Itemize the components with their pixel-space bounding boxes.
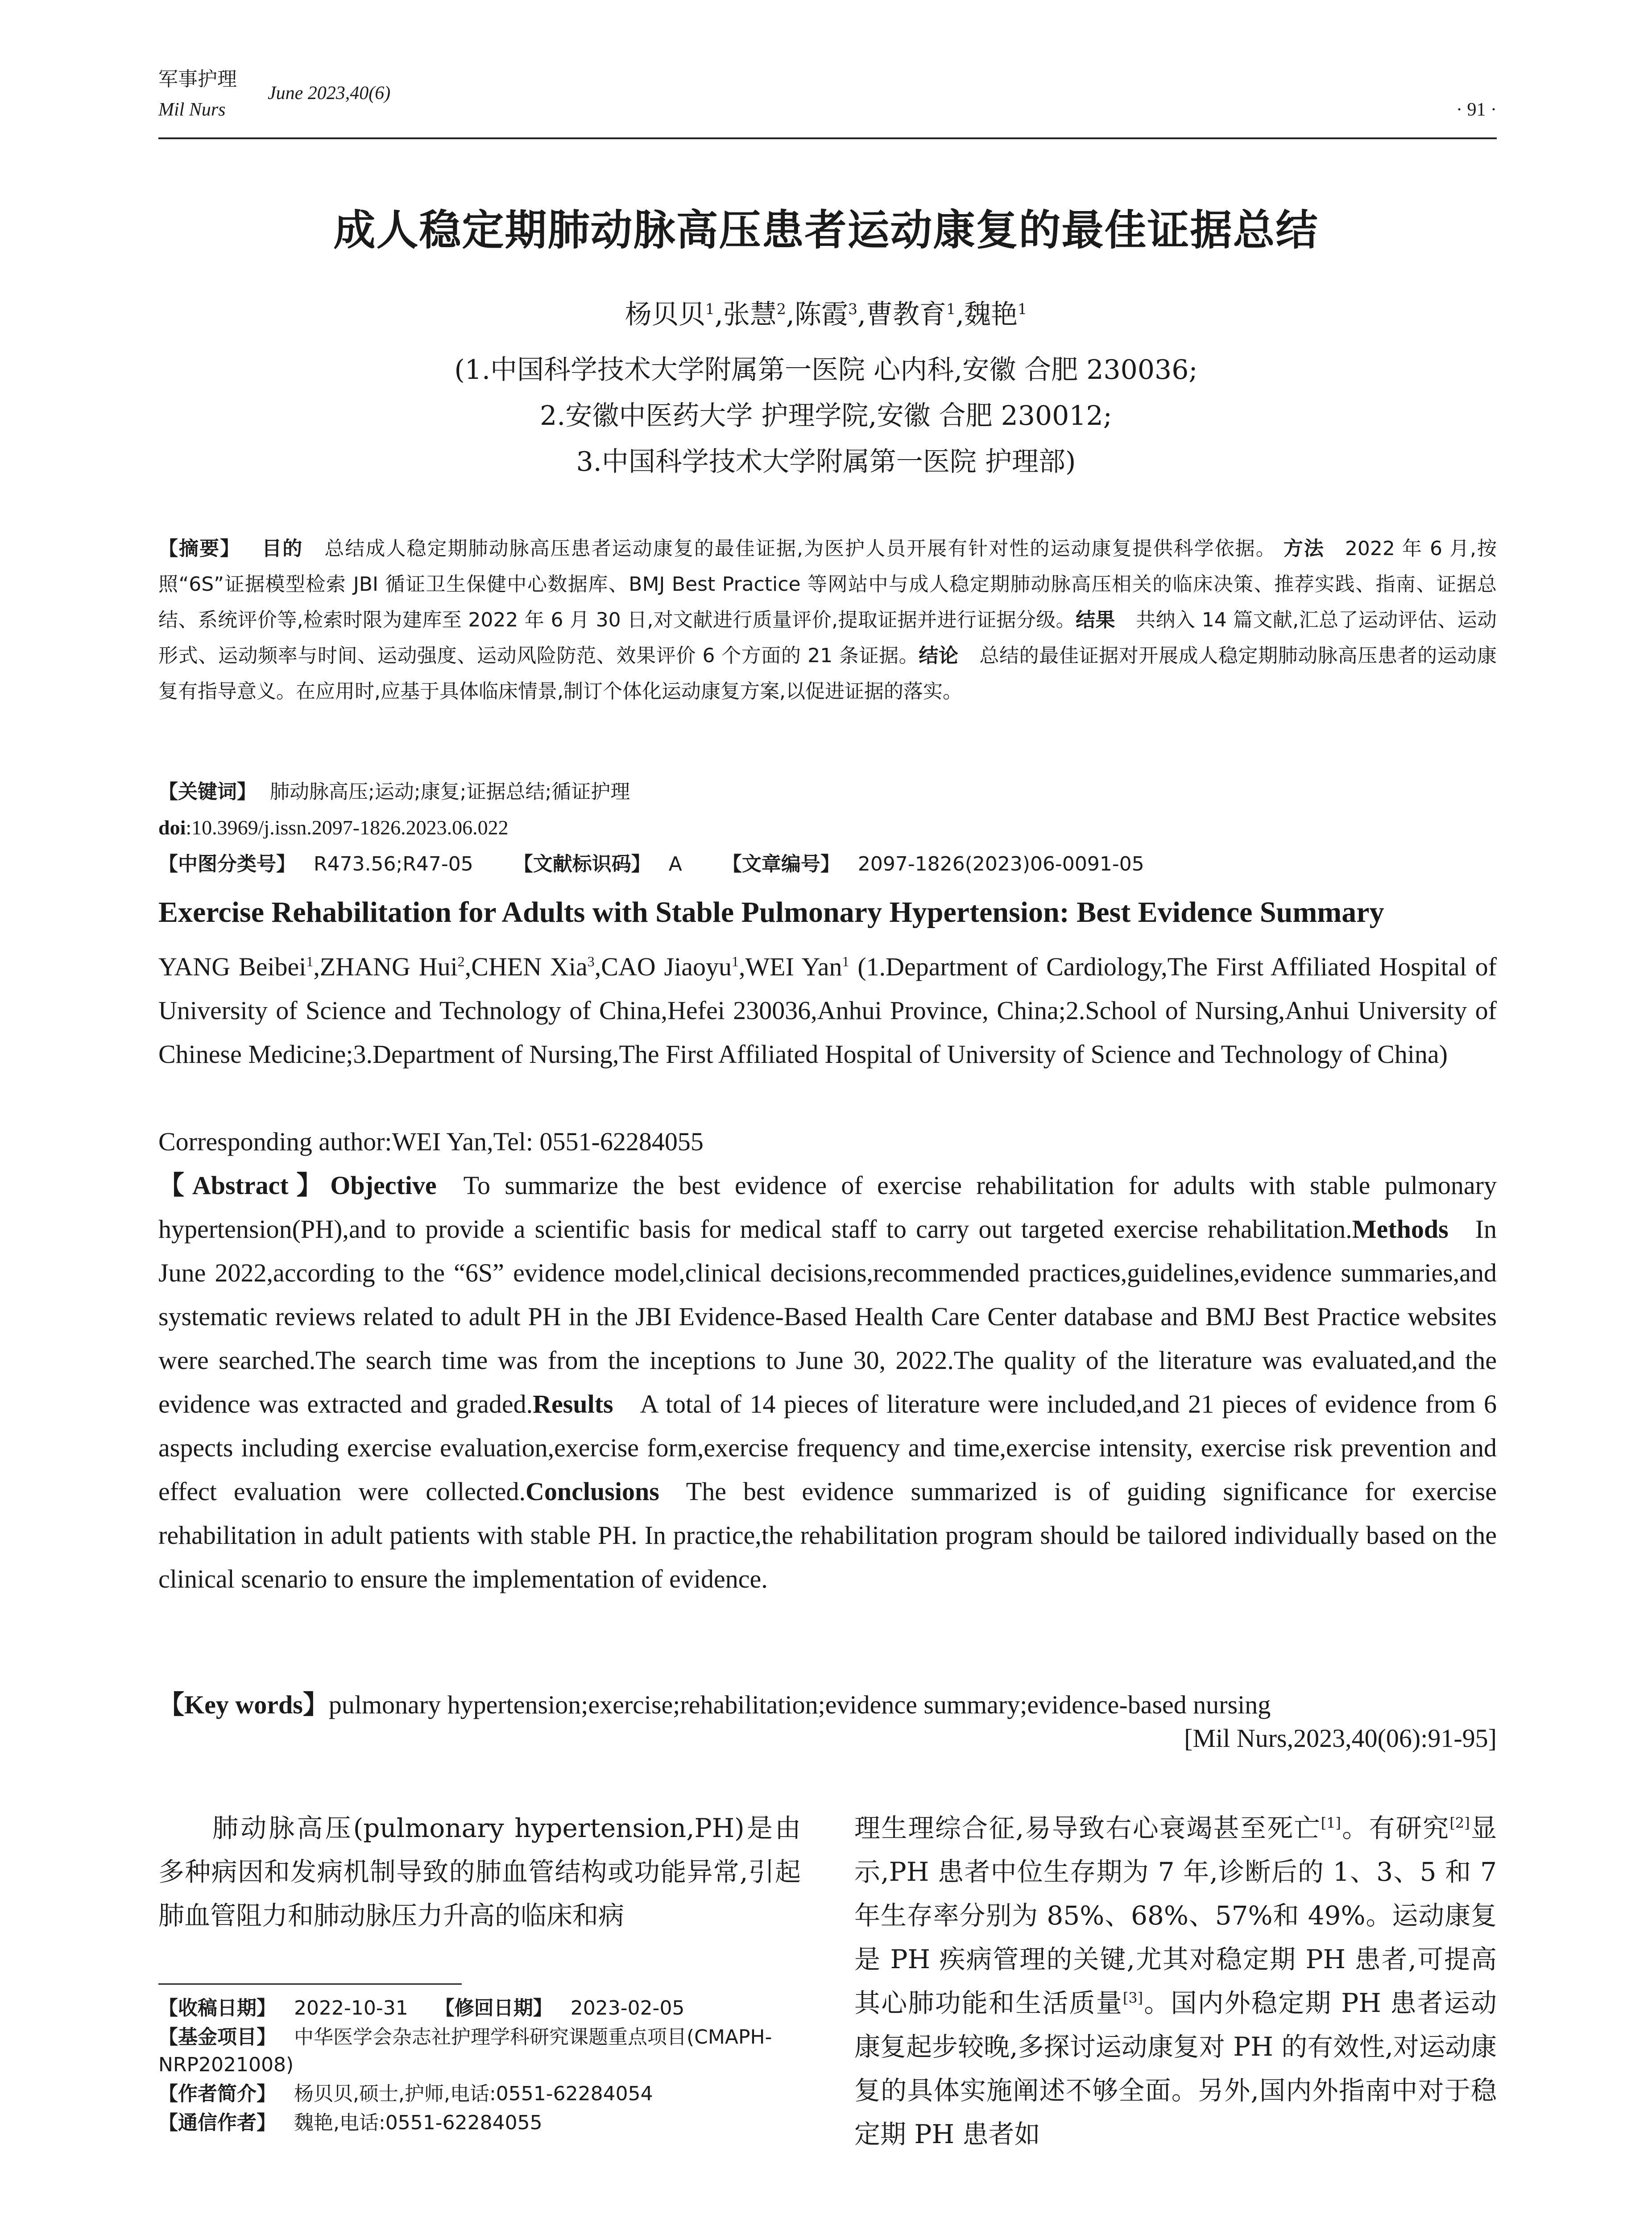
header-rule: [158, 137, 1497, 139]
en-conclusions-text: The best evidence summarized is of guiding significance for exercise rehabilitation in adult patients with stable PH. In practice,the rehabilitation program should be tailored individually based on the clinical scenario to ensure the implementation of evidence.: [158, 1477, 1497, 1593]
body-left-column: [158, 1806, 801, 1937]
en-title: Exercise Rehabilitation for Adults with Stable Pulmonary Hypertension: Best Evidence Summary: [158, 896, 1384, 929]
author-bio-label: 【作者简介】: [158, 2082, 276, 2105]
en-results-text: A total of 14 pieces of literature were included,and 21 pieces of evidence from 6 aspects including exercise evaluation,exercise form,exercise frequency and time,exercise intensity, exercise risk prevention and effect evaluation were collected.: [158, 1389, 1497, 1506]
clc-label: 【中图分类号】: [158, 853, 296, 875]
author-name: 曹教育: [866, 299, 947, 330]
cn-results-label: 结果: [1076, 609, 1115, 631]
page-number: · 91 ·: [1456, 100, 1497, 120]
en-author-affil-mark: 3: [587, 954, 595, 970]
cn-results-text: 共纳入 14 篇文献,汇总了运动评估、运动形式、运动频率与时间、运动强度、运动风险防范、效果评价 6 个方面的 21 条证据。: [158, 609, 1497, 667]
fund-label: 【基金项目】: [158, 2026, 276, 2049]
body-text: 。有研究: [1341, 1813, 1450, 1843]
en-keywords-label: 【Key words】: [158, 1690, 329, 1719]
en-author-name: YANG Beibei: [158, 952, 306, 981]
author-list: 杨贝贝$^1$,张慧$^2$,陈霞$^3$,曹教育$^1$,魏艳$^1$: [625, 299, 1027, 330]
en-corresponding: Corresponding author:WEI Yan,Tel: 0551-62284055: [158, 1127, 704, 1156]
cn-objective-text: 总结成人稳定期肺动脉高压患者运动康复的最佳证据,为医护人员开展有针对性的运动康复提供科学依据。: [323, 537, 1276, 560]
en-author-affil-mark: 2: [457, 954, 465, 970]
correspondence-label: 【通信作者】: [158, 2111, 276, 2134]
en-authors: YANG Beibei$^1$,ZHANG Hui$^2$,CHEN Xia$^3$,CAO Jiaoyu$^1$,WEI Yan$^1$ (1.Department of Cardiology,The First Affiliated Hospital of University of Science and Technology of China,Hefei 230036,Anhui Province, China;2.School of Nursing,Anhui University of Chinese Medicine;3.Department of Nursing,The First Affiliated Hospital of University of Science and Technology of China): [158, 952, 1497, 1069]
doc-code-label: 【文献标识码】: [513, 853, 651, 875]
author-name: 魏艳: [964, 299, 1018, 330]
en-abstract-label: 【Abstract】: [158, 1171, 331, 1200]
body-text: 理生理综合征,易导致右心衰竭甚至死亡: [854, 1813, 1321, 1843]
body-text: 显示,PH 患者中位生存期为 7 年,诊断后的 1、3、5 和 7 年生存率分别为 85%、68%、57%和 49%。运动康复是 PH 疾病管理的关键,尤其对稳定期 PH 患者,可提高其心肺功能和生活质量: [854, 1813, 1497, 2018]
affiliation-line: (1.中国科学技术大学附属第一医院 心内科,安徽 合肥 230036;: [454, 354, 1198, 386]
affiliation-line: 3.中国科学技术大学附属第一医院 护理部): [576, 446, 1076, 477]
en-keywords: [158, 1683, 1497, 1727]
reference-mark: [1]: [1321, 1814, 1341, 1832]
author-name: 杨贝贝: [625, 299, 705, 330]
en-methods-text: In June 2022,according to the “6S” evidence model,clinical decisions,recommended practices,guidelines,evidence summaries,and systematic reviews related to adult PH in the JBI Evidence-Based Health Care Center database and BMJ Best Practice websites were searched.The search time was from the inceptions to June 30, 2022.The quality of the literature was evaluated,and the evidence was extracted and graded.: [158, 1215, 1497, 1418]
doc-code-value: A: [668, 853, 682, 875]
en-methods-label: Methods: [1352, 1215, 1449, 1244]
author-name: 陈霞: [795, 299, 848, 330]
cn-objective-label: 目的: [261, 537, 303, 560]
en-conclusions-label: Conclusions: [526, 1477, 659, 1506]
footnote-rule: [158, 1983, 462, 1985]
revised-date: 2023-02-05: [570, 1997, 685, 2020]
cn-methods-label: 方法: [1283, 537, 1325, 560]
author-bio-text: 杨贝贝,硕士,护师,电话:0551-62284054: [294, 2082, 653, 2105]
en-author-affil-mark: 1: [306, 954, 314, 970]
issue-info: June 2023,40(6): [268, 83, 391, 104]
cn-methods-text: 2022 年 6 月,按照“6S”证据模型检索 JBI 循证卫生保健中心数据库、BMJ Best Practice 等网站中与成人稳定期肺动脉高压相关的临床决策、推荐实践、指南、证据总结、系统评价等,检索时限为建库至 2022 年 6 月 30 日,对文献进行质量评价,提取证据并进行证据分级。: [158, 537, 1497, 631]
en-author-affil-mark: 1: [842, 954, 849, 970]
en-objective-label: Objective: [330, 1171, 437, 1200]
reference-mark: [2]: [1449, 1814, 1470, 1832]
en-results-label: Results: [533, 1389, 613, 1418]
doi-line: [158, 810, 1497, 846]
citation: [Mil Nurs,2023,40(06):91-95]: [1184, 1724, 1497, 1753]
en-keywords-text: pulmonary hypertension;exercise;rehabilitation;evidence summary;evidence-based nursing: [328, 1690, 1271, 1719]
en-author-name: WEI Yan: [745, 952, 842, 981]
en-author-name: CHEN Xia: [471, 952, 588, 981]
author-affil-mark: 2: [776, 300, 786, 318]
author-affil-mark: 1: [705, 300, 715, 318]
classification-line: [158, 846, 1497, 882]
en-affiliation: (1.Department of Cardiology,The First Affiliated Hospital of University of Science and Technology of China,Hefei 230036,Anhui Province, China;2.School of Nursing,Anhui University of Chinese Medicine;3.Department of Nursing,The First Affiliated Hospital of University of Science and Technology of China): [158, 952, 1497, 1069]
footnote-dates: [158, 1995, 801, 2022]
author-affil-mark: 3: [848, 300, 857, 318]
body-paragraph: 肺动脉高压(pulmonary hypertension,PH)是由多种病因和发病机制导致的肺血管结构或功能异常,引起肺血管阻力和肺动脉压力升高的临床和病: [158, 1813, 801, 1931]
received-label: 【收稿日期】: [158, 1997, 276, 2020]
footnote-fund: [158, 2024, 801, 2079]
affiliations: [0, 347, 1652, 485]
journal-abbr: Mil Nurs: [158, 100, 226, 120]
revised-label: 【修回日期】: [435, 1997, 553, 2020]
correspondence-text: 魏艳,电话:0551-62284055: [294, 2111, 542, 2134]
cn-keywords: [158, 774, 1497, 810]
en-objective-text: To summarize the best evidence of exercise rehabilitation for adults with stable pulmonary hypertension(PH),and to provide a scientific basis for medical staff to carry out targeted exercise rehabilitation.: [158, 1171, 1497, 1244]
author-name: 张慧: [723, 299, 777, 330]
cn-keywords-label: 【关键词】: [158, 780, 257, 803]
cn-abstract-label: 【摘要】: [158, 537, 241, 560]
author-affil-mark: 1: [946, 300, 956, 318]
body-text: 。国内外稳定期 PH 患者运动康复起步较晚,多探讨运动康复对 PH 的有效性,对运动康复的具体实施阐述不够全面。另外,国内外指南中对于稳定期 PH 患者如: [854, 1988, 1497, 2149]
en-author-affil-mark: 1: [731, 954, 739, 970]
cn-conclusion-label: 结论: [919, 644, 959, 667]
reference-mark: [3]: [1122, 1989, 1143, 2007]
article-title: 成人稳定期肺动脉高压患者运动康复的最佳证据总结: [333, 206, 1319, 255]
cn-keywords-text: 肺动脉高压;运动;康复;证据总结;循证护理: [270, 780, 630, 803]
en-author-name: ZHANG Hui: [319, 952, 458, 981]
cn-conclusion-text: 总结的最佳证据对开展成人稳定期肺动脉高压患者的运动康复有指导意义。在应用时,应基于具体临床情景,制订个体化运动康复方案,以促进证据的落实。: [158, 644, 1497, 703]
doi-label: doi: [158, 816, 186, 839]
doi-text: :10.3969/j.issn.2097-1826.2023.06.022: [186, 816, 509, 839]
article-no-label: 【文章编号】: [722, 853, 840, 875]
footnote-correspondence: [158, 2109, 801, 2137]
article-no-value: 2097-1826(2023)06-0091-05: [857, 853, 1144, 875]
en-abstract: [158, 1164, 1497, 1601]
fund-text: 中华医学会杂志社护理学科研究课题重点项目(CMAPH-NRP2021008): [158, 2026, 772, 2076]
footnote-author: [158, 2080, 801, 2108]
received-date: 2022-10-31: [294, 1997, 408, 2020]
journal-name: 军事护理: [158, 68, 237, 91]
affiliation-line: 2.安徽中医药大学 护理学院,安徽 合肥 230012;: [540, 400, 1112, 431]
author-affil-mark: 1: [1018, 300, 1027, 318]
clc-value: R473.56;R47-05: [314, 853, 473, 875]
cn-abstract: [158, 531, 1497, 709]
body-right-column: [854, 1806, 1497, 2156]
en-author-name: CAO Jiaoyu: [601, 952, 732, 981]
